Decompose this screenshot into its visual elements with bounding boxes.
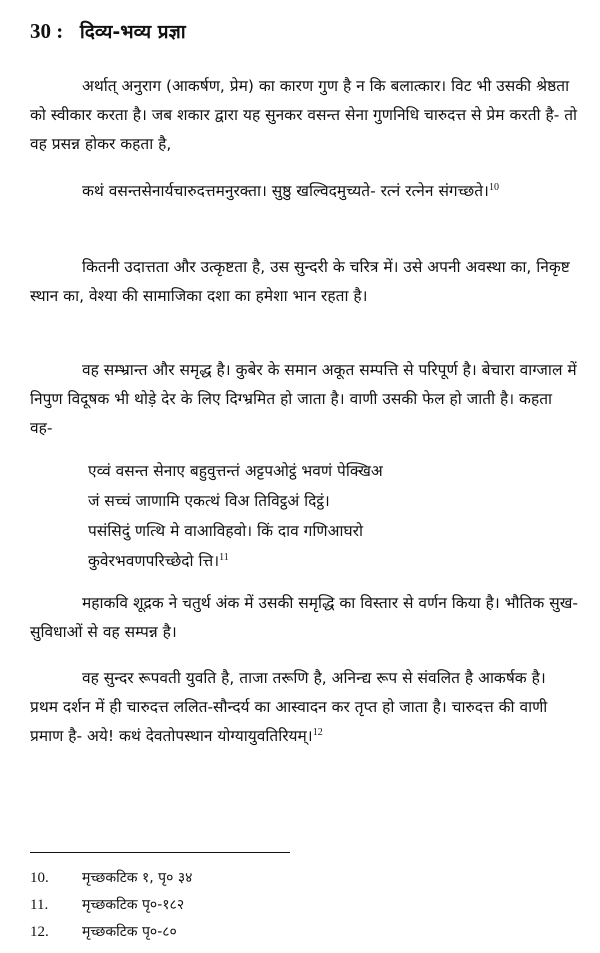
verse-line: जं सच्चं जाणामि एकत्थं विअ तिविट्ठअं दिट्ठं। bbox=[88, 492, 330, 510]
footnote-divider bbox=[30, 852, 290, 853]
paragraph-1: अर्थात् अनुराग (आकर्षण, प्रेम) का कारण गुण है न कि बलात्कार। विट भी उसकी श्रेष्ठता को स्वीकार करता है। जब शकार द्वारा यह सुनकर वसन्त सेना गुणनिधि चारुदत्त से प्रेम करती है- तो वह प्रसन्न होकर कहता है, bbox=[30, 77, 578, 153]
page-title: दिव्य-भव्य प्रज्ञा bbox=[79, 21, 186, 43]
footnote-10 bbox=[30, 868, 192, 887]
page-header bbox=[30, 18, 186, 44]
footnote-ref-11: 11 bbox=[219, 551, 229, 563]
footnote-number: 11. bbox=[30, 897, 49, 913]
verse-line: कुवेरभवणपरिच्छेदो त्ति।$^{11}$ bbox=[88, 551, 229, 570]
prakrit-verse bbox=[88, 456, 588, 576]
paragraph-3: कितनी उदात्तता और उत्कृष्टता है, उस सुन्दरी के चरित्र में। उसे अपनी अवस्था का, निकृष्ट स्थान का, वेश्या की सामाजिका दशा का हमेशा भान रहता है। bbox=[30, 258, 570, 305]
footnote-text: मृच्छकटिक १, पृ० ३४ bbox=[82, 870, 193, 886]
footnote-number: 12. bbox=[30, 924, 49, 940]
footnote-12 bbox=[30, 922, 177, 941]
footnote-text: मृच्छकटिक पृ०-८० bbox=[82, 924, 177, 940]
verse-line: एव्वं वसन्त सेनाए बहुवुत्तन्तं अट्टपओट्ठं भवणं पेक्खिअ bbox=[88, 462, 383, 480]
footnote-11 bbox=[30, 895, 184, 914]
paragraph-2 bbox=[30, 177, 578, 206]
footnote-ref-10: 10 bbox=[488, 181, 499, 193]
paragraph-6-text: वह सुन्दर रूपवती युवति है, ताजा तरूणि है, अनिन्द्य रूप से संवलित है आकर्षक है। प्रथम दर्शन में ही चारुदत्त ललित-सौन्दर्य का आस्वादन कर तृप्त हो जाता है। चारुदत्त की वाणी प्रमाण है- अये! कथं देवतोपस्थान योग्यायुवतिरियम्। bbox=[30, 669, 548, 745]
sanskrit-quote: कथं वसन्तसेनार्यचारुदत्तमनुरक्ता। सुष्ठु खल्विदमुच्यते- रत्नं रत्नेन संगच्छते। bbox=[82, 182, 489, 200]
footnote-text: मृच्छकटिक पृ०-१८२ bbox=[82, 897, 185, 913]
paragraph-6 bbox=[30, 664, 578, 751]
footnote-number: 10. bbox=[30, 870, 49, 886]
footnote-ref-12: 12 bbox=[312, 726, 323, 738]
paragraph-5: महाकवि शूद्रक ने चतुर्थ अंक में उसकी समृद्धि का विस्तार से वर्णन किया है। भौतिक सुख-सुविधाओं से वह सम्पन्न है। bbox=[30, 594, 578, 641]
page-number: 30 : bbox=[30, 19, 64, 43]
verse-line: पसंसिदुं णत्थि मे वाआविहवो। किं दाव गणिआघरो bbox=[88, 522, 363, 540]
paragraph-4: वह सम्भ्रान्त और समृद्ध है। कुबेर के समान अकूत सम्पत्ति से परिपूर्ण है। बेचारा वाग्जाल में निपुण विदूषक भी थोड़े देर के लिए दिग्भ्रमित हो जाता है। वाणी उसकी फेल हो जाती है। कहता वह- bbox=[30, 361, 577, 437]
